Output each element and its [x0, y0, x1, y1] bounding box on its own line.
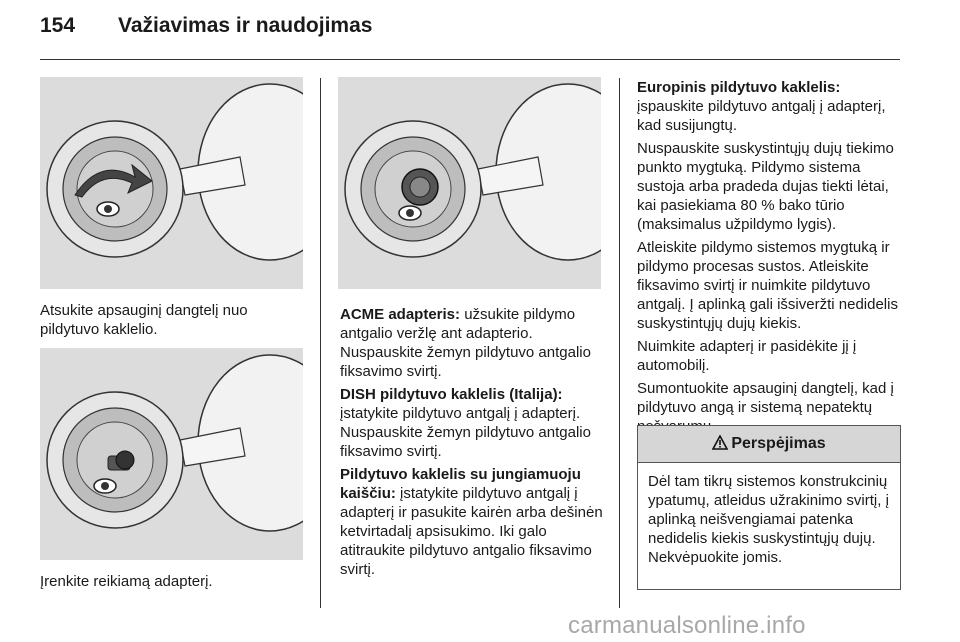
column-divider-left [320, 78, 321, 608]
header-rule [40, 59, 900, 60]
dish-text: įstatykite pildytuvo antgalį į adapterį. Nuspauskite žemyn pildytuvo antgalio fiksavimo svirtį. [340, 405, 591, 460]
caption-remove-cap: Atsukite apsauginį dangtelį nuo pildytuvo kaklelio. [40, 302, 248, 338]
bayonet-label: Pildytuvo kaklelis su jungiamuoju kaiščiu: [340, 466, 581, 502]
bayonet-paragraph [340, 465, 612, 579]
dish-paragraph [340, 385, 612, 461]
acme-paragraph [340, 305, 612, 381]
acme-label: ACME adapteris: [340, 306, 461, 323]
warning-header [638, 426, 900, 463]
page-title: Važiavimas ir naudojimas [118, 14, 373, 37]
illustration-fit-adapter [40, 348, 303, 560]
paragraph-remove-adapter: Nuimkite adapterį ir pasidėkite jį į automobilį. [637, 338, 857, 374]
warning-box [637, 425, 901, 590]
euro-label: Europinis pildytuvo kaklelis: [637, 79, 841, 96]
refuel-instructions [637, 78, 905, 440]
euro-paragraph [637, 78, 905, 135]
warning-title: Perspėjimas [731, 435, 826, 452]
illustration-remove-cap [40, 77, 303, 289]
adapter-instructions [340, 305, 612, 583]
column-divider-right [619, 78, 620, 608]
acme-text: užsukite pildymo antgalio veržlę ant adapterio. Nuspauskite žemyn pildytuvo antgalio fiksavimo svirtį. [340, 306, 591, 380]
caption-fit-adapter: Įrenkite reikiamą adapterį. [40, 573, 213, 590]
paragraph-press-button: Nuspauskite suskystintųjų dujų tiekimo punkto mygtuką. Pildymo sistema sustoja arba pradeda dujas tiekti lėtai, kai pasiekiama 80 % bako tūrio (maksimalus užpildymo lygis). [637, 140, 894, 233]
illustration-nozzle-on-adapter [338, 77, 601, 289]
warning-text: Dėl tam tikrų sistemos konstrukcinių ypatumų, atleidus užrakinimo svirtį, į aplinką neišvengiamai patenka nedidelis kiekis suskystintųjų dujų. Nekvėpuokite jomis. [648, 473, 889, 566]
bayonet-text: įstatykite pildytuvo antgalį į adapterį ir pasukite kairėn arba dešinėn ketvirtadalį apsisukimo. Iki galo atitraukite pildytuvo antgalio fiksavimo svirtį. [340, 485, 603, 578]
watermark: carmanualsonline.info [568, 612, 806, 639]
page-number: 154 [40, 14, 76, 37]
warning-triangle-icon [712, 435, 728, 454]
paragraph-refit-cap: Sumontuokite apsauginį dangtelį, kad į pildytuvo angą ir sistemą nepatektų [637, 380, 894, 416]
euro-text: įspauskite pildytuvo antgalį į adapterį, kad susijungtų. [637, 98, 886, 134]
dish-label: DISH pildytuvo kaklelis (Italija): [340, 386, 563, 403]
paragraph-release-button: Atleiskite pildymo sistemos mygtuką ir pildymo procesas sustos. Atleiskite fiksavimo svirtį ir nuimkite pildytuvo antgalį. Į aplinką gali išsiveržti nedidelis suskystintųjų dujų kiekis. [637, 239, 898, 332]
